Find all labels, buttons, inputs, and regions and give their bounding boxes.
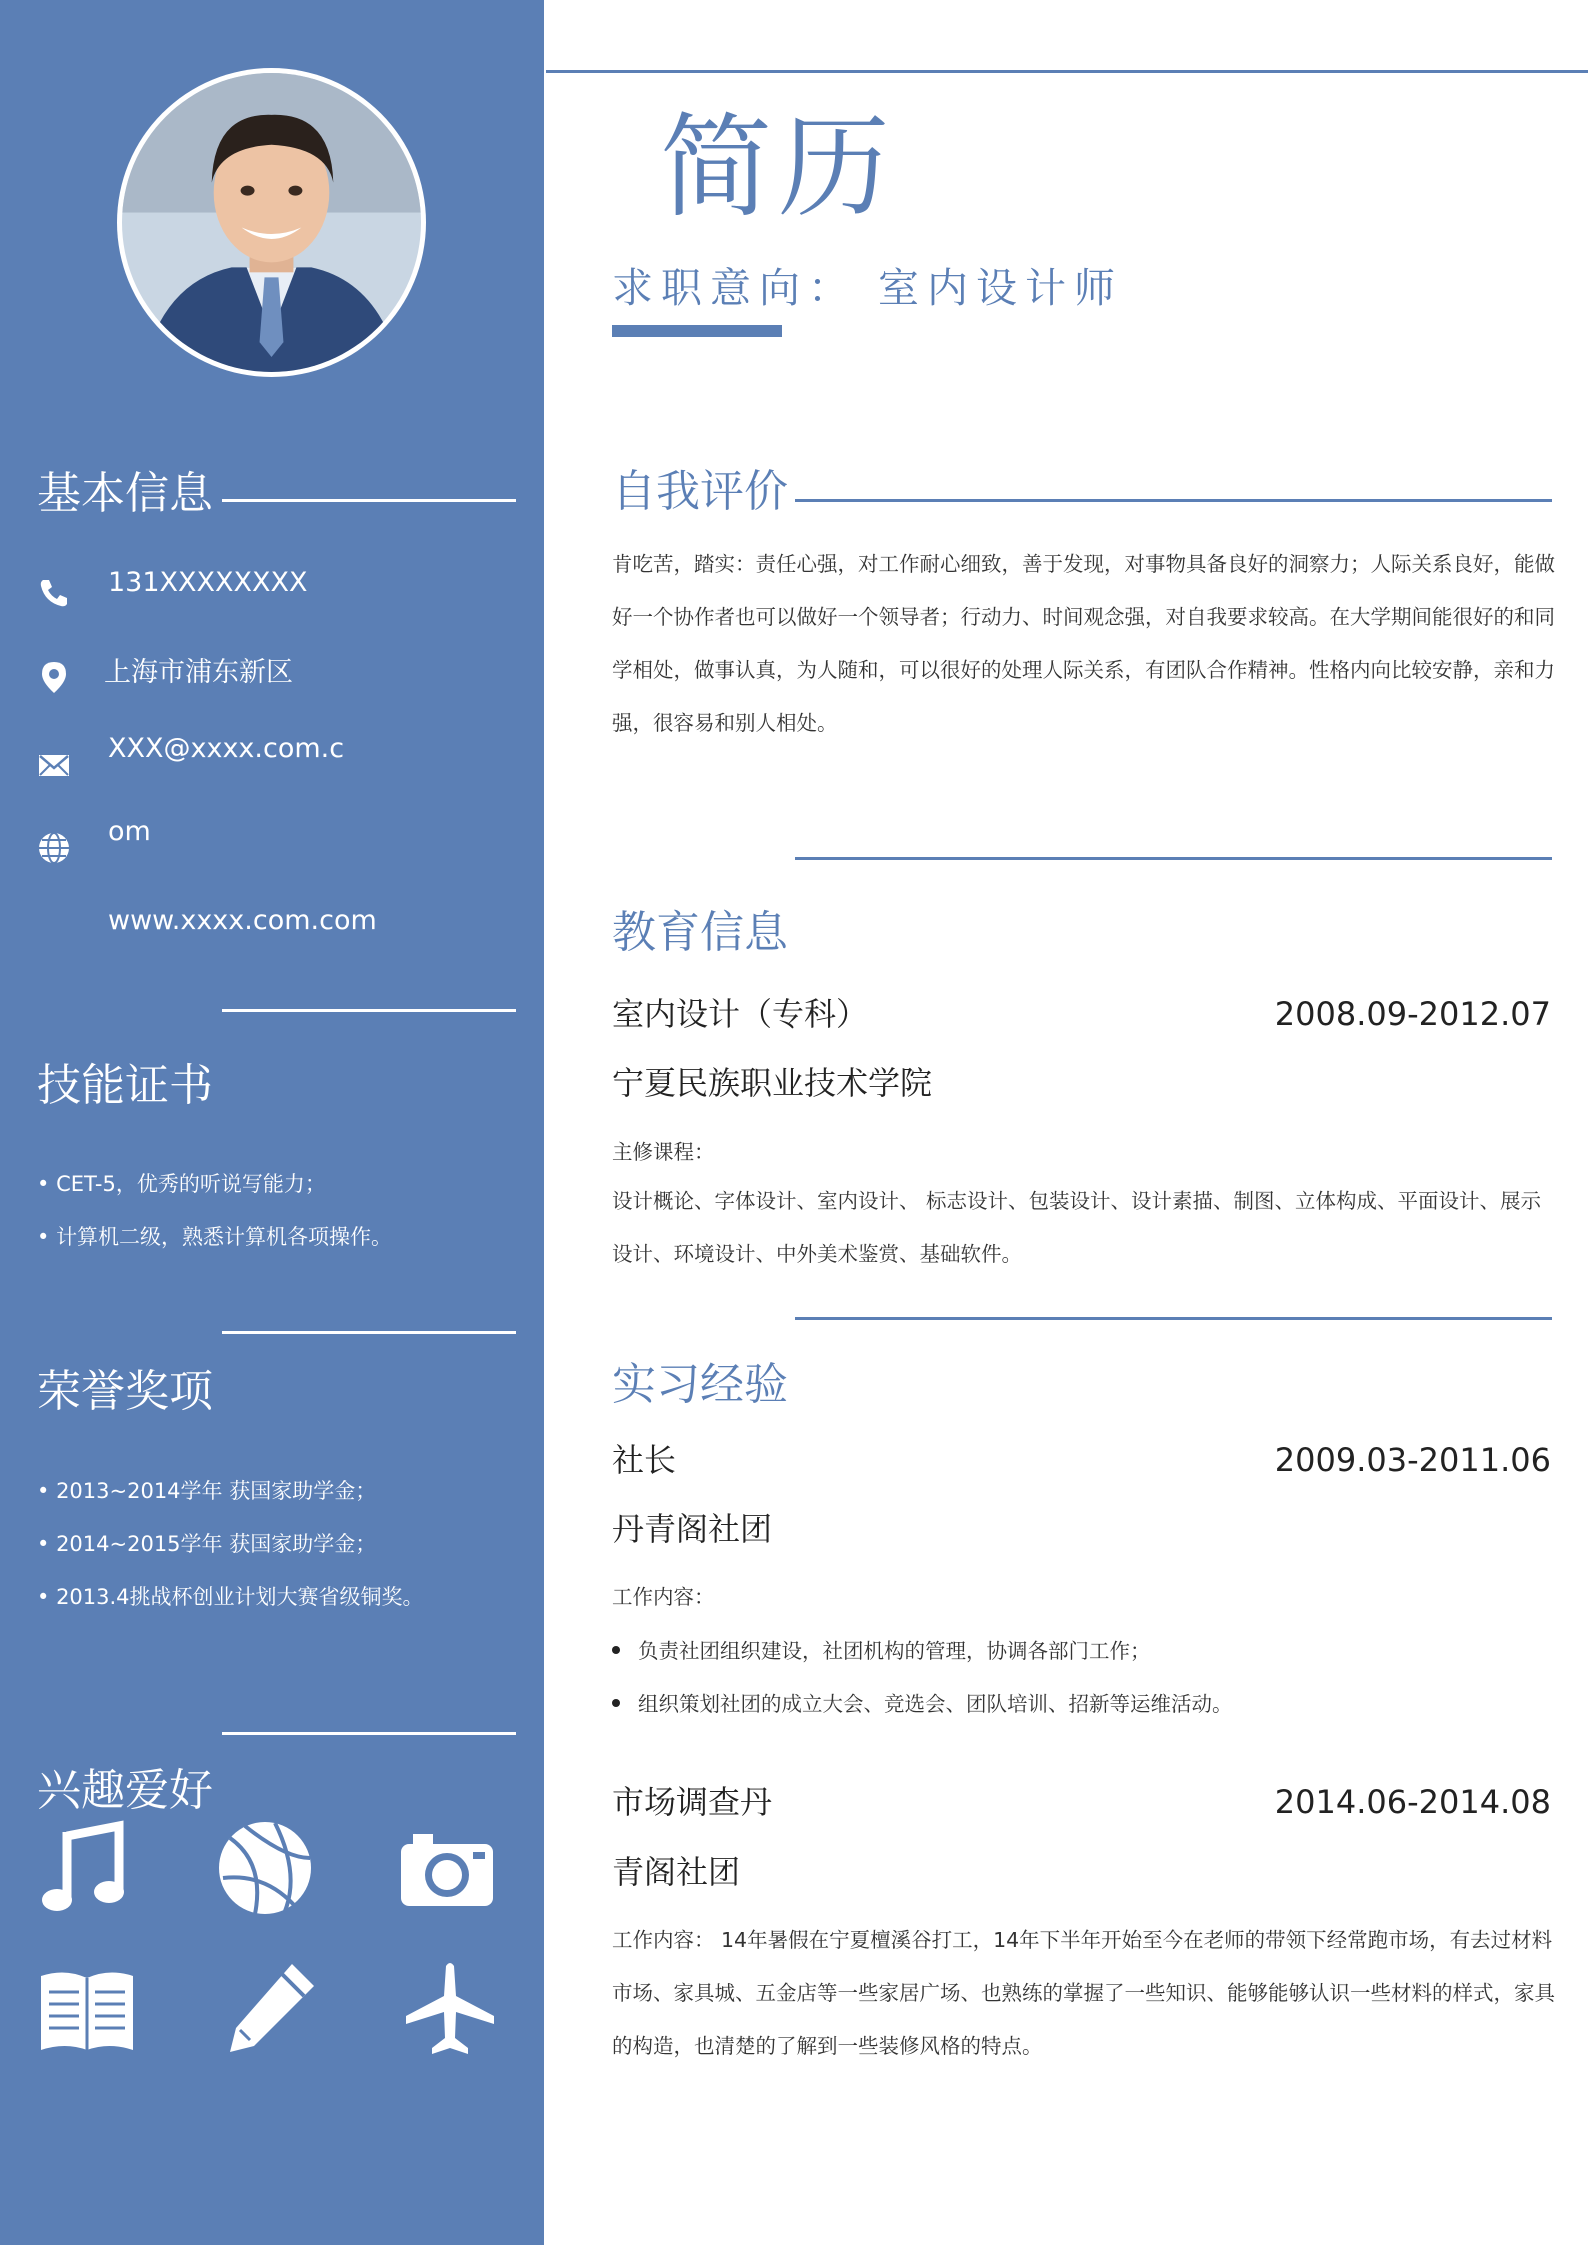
website-row — [37, 831, 71, 865]
skill-item: • CET-5，优秀的听说写能力； — [37, 1168, 326, 1198]
section-divider — [795, 499, 1552, 502]
phone-text: 131XXXXXXXX — [108, 567, 308, 598]
job1-role: 社长 — [612, 1441, 677, 1479]
location-icon — [37, 660, 71, 694]
education-title: 教育信息 — [612, 907, 788, 958]
honors-title: 荣誉奖项 — [37, 1366, 213, 1417]
courses-label: 主修课程： — [612, 1140, 715, 1164]
section-divider — [222, 1009, 516, 1012]
honor-item: • 2013.4挑战杯创业计划大赛省级铜奖。 — [37, 1581, 424, 1611]
section-divider — [222, 1331, 516, 1334]
header-line — [546, 70, 1588, 73]
basketball-icon — [215, 1818, 315, 1918]
skill-item: • 计算机二级，熟悉计算机各项操作。 — [37, 1221, 392, 1251]
hobbies-title: 兴趣爱好 — [37, 1765, 213, 1816]
honor-item: • 2013~2014学年 获国家助学金； — [37, 1475, 376, 1505]
section-divider — [222, 1732, 516, 1735]
book-icon — [37, 1958, 137, 2058]
website-text: www.xxxx.com.com — [108, 905, 377, 936]
job2-period: 2014.06-2014.08 — [1274, 1783, 1551, 1821]
honor-item: • 2014~2015学年 获国家助学金； — [37, 1528, 376, 1558]
skills-title: 技能证书 — [37, 1060, 213, 1111]
bullet-dot — [612, 1646, 620, 1654]
email-text: XXX@xxxx.com.c — [108, 733, 345, 764]
address-text: 上海市浦东新区 — [104, 657, 293, 688]
section-divider — [795, 857, 1552, 860]
job1-content-label: 工作内容： — [612, 1585, 715, 1609]
accent-bar — [612, 325, 782, 337]
email-text-continued: om — [108, 816, 151, 847]
education-school: 宁夏民族职业技术学院 — [612, 1064, 933, 1102]
avatar-photo — [122, 73, 421, 372]
self-eval-text: 肯吃苦，踏实：责任心强，对工作耐心细致，善于发现，对事物具备良好的洞察力；人际关系良好，能做好一个协作者也可以做好一个领导者；行动力、时间观念强，对自我要求较高。在大学期间能很好的和同学相处，做事认真，为人随和，可以很好的处理人际关系，有团队合作精神。性格内向比较安静，亲和力强，很容易和别人相处。 — [612, 552, 1555, 735]
phone-row — [37, 576, 71, 610]
bullet-dot — [612, 1699, 620, 1707]
section-divider — [795, 1317, 1552, 1320]
pencil-icon — [220, 1958, 320, 2058]
job2-role: 市场调查丹 — [612, 1783, 773, 1821]
address-row — [37, 660, 71, 694]
education-period: 2008.09-2012.07 — [1274, 995, 1551, 1033]
avatar — [117, 68, 426, 377]
basic-info-title: 基本信息 — [37, 468, 213, 519]
email-row — [37, 748, 71, 782]
globe-icon — [37, 831, 71, 865]
page-title: 简历 — [660, 103, 896, 233]
job1-item-text: 组织策划社团的成立大会、竞选会、团队培训、招新等运维活动。 — [638, 1692, 1233, 1716]
internship-title: 实习经验 — [612, 1359, 788, 1410]
job1-item — [612, 1687, 1233, 1717]
self-eval-title: 自我评价 — [612, 466, 788, 517]
job1-item-text: 负责社团组织建设，社团机构的管理，协调各部门工作； — [638, 1639, 1151, 1663]
phone-icon — [37, 576, 71, 610]
education-major: 室内设计（专科） — [612, 995, 869, 1033]
job1-org: 丹青阁社团 — [612, 1510, 773, 1548]
job1-item — [612, 1634, 1151, 1664]
job1-period: 2009.03-2011.06 — [1274, 1441, 1551, 1479]
sidebar — [0, 0, 544, 2245]
courses-text: 设计概论、字体设计、室内设计、 标志设计、包装设计、设计素描、制图、立体构成、平面设计、展示设计、环境设计、中外美术鉴赏、基础软件。 — [612, 1189, 1542, 1266]
airplane-icon — [400, 1958, 500, 2058]
email-icon — [37, 748, 71, 782]
section-divider — [222, 499, 516, 502]
job2-content: 工作内容： 14年暑假在宁夏檀溪谷打工，14年下半年开始至今在老师的带领下经常跑市场，有去过材料市场、家具城、五金店等一些家居广场、也熟练的掌握了一些知识、能够能够认识一些材料的样式，家具的构造，也清楚的了解到一些装修风格的特点。 — [612, 1928, 1555, 2058]
job-intent: 求职意向： 室内设计师 — [612, 264, 1124, 312]
job2-org: 青阁社团 — [612, 1853, 741, 1891]
music-icon — [37, 1818, 137, 1918]
camera-icon — [397, 1818, 497, 1918]
